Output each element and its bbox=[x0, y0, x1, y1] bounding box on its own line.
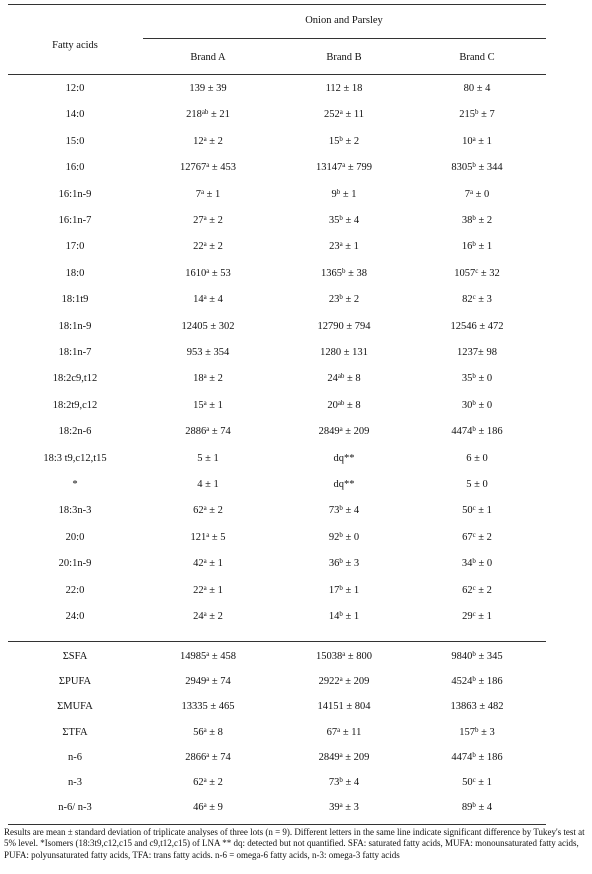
table-cell: $12767^a \pm 453$ bbox=[179, 161, 237, 173]
summary-cell: $2849^a \pm 209$ bbox=[318, 751, 370, 763]
table-cell: 139 ± 39 bbox=[189, 83, 227, 94]
table-cell: $15^b \pm 2$ bbox=[328, 135, 360, 147]
row-label: 16:1n-9 bbox=[58, 189, 92, 200]
table-cell: $20^{ab} \pm 8$ bbox=[327, 399, 361, 411]
table-cell: dq** bbox=[333, 479, 355, 490]
table-cell: $23^a \pm 1$ bbox=[329, 240, 359, 252]
table-cell: $24^a \pm 2$ bbox=[193, 610, 223, 622]
table-cell: 12546 ± 472 bbox=[450, 321, 504, 332]
group-header: Onion and Parsley bbox=[305, 15, 383, 26]
column-header-brand-a: Brand A bbox=[190, 52, 226, 63]
table-cell: $7^a \pm 1$ bbox=[195, 188, 221, 200]
row-label: 18:1t9 bbox=[61, 294, 89, 305]
table-cell: $73^b \pm 4$ bbox=[328, 504, 360, 516]
summary-rule bbox=[8, 641, 546, 642]
summary-cell: 13335 ± 465 bbox=[181, 701, 235, 712]
row-label: 24:0 bbox=[65, 611, 85, 622]
table-cell: $15^a \pm 1$ bbox=[193, 399, 223, 411]
row-label: 18:2t9,c12 bbox=[52, 400, 98, 411]
header-rule bbox=[8, 74, 546, 75]
table-cell: $218^{ab} \pm 21$ bbox=[186, 108, 230, 120]
column-header-brand-c: Brand C bbox=[459, 52, 495, 63]
table-cell: $2886^a \pm 74$ bbox=[185, 425, 231, 437]
summary-cell: $67^a \pm 11$ bbox=[326, 726, 362, 738]
table-cell: 6 ± 0 bbox=[466, 453, 488, 464]
table-cell: $10^a \pm 1$ bbox=[462, 135, 492, 147]
summary-cell: $4474^b \pm 186$ bbox=[451, 751, 503, 763]
table-cell: $42^a \pm 1$ bbox=[193, 557, 223, 569]
table-cell: $27^a \pm 2$ bbox=[193, 214, 223, 226]
group-rule bbox=[143, 38, 546, 39]
table-cell: $2849^a \pm 209$ bbox=[318, 425, 370, 437]
table-cell: $62^a \pm 2$ bbox=[193, 504, 223, 516]
summary-cell: $4524^b \pm 186$ bbox=[451, 675, 503, 687]
table-cell: 5 ± 1 bbox=[197, 453, 219, 464]
table-cell: 80 ± 4 bbox=[463, 83, 491, 94]
summary-row-label: n-6/ n-3 bbox=[58, 802, 92, 813]
table-cell: $23^b \pm 2$ bbox=[328, 293, 360, 305]
summary-cell: $2922^a \pm 209$ bbox=[318, 675, 370, 687]
table-cell: $1057^c \pm 32$ bbox=[454, 267, 500, 279]
table-cell: 953 ± 354 bbox=[186, 347, 230, 358]
table-cell: $29^c \pm 1$ bbox=[462, 610, 492, 622]
table-cell: $12^a \pm 2$ bbox=[193, 135, 223, 147]
row-label: 14:0 bbox=[65, 109, 85, 120]
row-label: 12:0 bbox=[65, 83, 85, 94]
table-cell: $252^a \pm 11$ bbox=[324, 108, 364, 120]
summary-cell: 13863 ± 482 bbox=[450, 701, 504, 712]
summary-cell: $157^b \pm 3$ bbox=[459, 726, 495, 738]
row-label: * bbox=[72, 479, 78, 490]
table-cell: $82^c \pm 3$ bbox=[462, 293, 492, 305]
top-rule bbox=[8, 4, 546, 5]
table-cell: $50^c \pm 1$ bbox=[462, 504, 492, 516]
table-cell: $14^a \pm 4$ bbox=[193, 293, 223, 305]
table-cell: $121^a \pm 5$ bbox=[190, 531, 226, 543]
table-cell: $1365^b \pm 38$ bbox=[320, 267, 368, 279]
table-cell: $22^a \pm 1$ bbox=[193, 584, 223, 596]
table-cell: $215^b \pm 7$ bbox=[459, 108, 495, 120]
row-header: Fatty acids bbox=[52, 40, 98, 51]
summary-row-label: ΣTFA bbox=[62, 727, 88, 738]
table-cell: $17^b \pm 1$ bbox=[328, 584, 360, 596]
table-cell: $14^b \pm 1$ bbox=[328, 610, 360, 622]
row-label: 20:0 bbox=[65, 532, 85, 543]
summary-cell: $14985^a \pm 458$ bbox=[179, 650, 237, 662]
table-cell: 1237± 98 bbox=[457, 347, 497, 358]
table-footnote: Results are mean ± standard deviation of triplicate analyses of three lots (n = 9). Different letters in the same line indicate significant difference by Tukey's test at 5% level. *Isomers (18:3t9,c12,c15 and c9,t12,c15) of LNA ** dq: detected but not quantified. SFA: saturated fatty acids, MUFA: monounsaturated fatty acids, PUFA: polyunsaturated fatty acids, TFA: trans fatty acids. n-6 = omega-6 fatty acids, n-3: omega-3 fatty acids bbox=[4, 827, 585, 860]
row-label: 16:0 bbox=[65, 162, 85, 173]
row-label: 18:1n-7 bbox=[58, 347, 92, 358]
table-cell: $34^b \pm 0$ bbox=[461, 557, 493, 569]
summary-cell: $62^a \pm 2$ bbox=[193, 776, 223, 788]
row-label: 18:2c9,t12 bbox=[52, 373, 98, 384]
summary-row-label: ΣSFA bbox=[62, 651, 88, 662]
summary-row-label: n-6 bbox=[68, 752, 82, 763]
summary-cell: $56^a \pm 8$ bbox=[193, 726, 223, 738]
row-label: 20:1n-9 bbox=[58, 558, 92, 569]
column-header-brand-b: Brand B bbox=[326, 52, 362, 63]
table-cell: dq** bbox=[333, 453, 355, 464]
table-cell: $36^b \pm 3$ bbox=[328, 557, 360, 569]
row-label: 18:3 t9,c12,t15 bbox=[43, 453, 107, 464]
table-cell: 5 ± 0 bbox=[466, 479, 488, 490]
table-cell: $62^c \pm 2$ bbox=[462, 584, 492, 596]
table-cell: $7^a \pm 0$ bbox=[464, 188, 490, 200]
row-label: 18:1n-9 bbox=[58, 321, 92, 332]
summary-cell: $46^a \pm 9$ bbox=[193, 801, 223, 813]
row-label: 17:0 bbox=[65, 241, 85, 252]
summary-cell: $89^b \pm 4$ bbox=[461, 801, 493, 813]
table-cell: $35^b \pm 0$ bbox=[461, 372, 493, 384]
table-cell: $22^a \pm 2$ bbox=[193, 240, 223, 252]
table-cell: $1610^a \pm 53$ bbox=[185, 267, 231, 279]
summary-cell: $73^b \pm 4$ bbox=[328, 776, 360, 788]
summary-cell: $39^a \pm 3$ bbox=[329, 801, 359, 813]
bottom-rule bbox=[8, 824, 546, 825]
table-cell: 12405 ± 302 bbox=[181, 321, 235, 332]
table-cell: $18^a \pm 2$ bbox=[193, 372, 223, 384]
summary-cell: $9840^b \pm 345$ bbox=[451, 650, 503, 662]
summary-row-label: ΣMUFA bbox=[57, 701, 93, 712]
summary-cell: 14151 ± 804 bbox=[317, 701, 371, 712]
table-cell: $24^{ab} \pm 8$ bbox=[327, 372, 361, 384]
table-cell: $38^b \pm 2$ bbox=[461, 214, 493, 226]
summary-row-label: ΣPUFA bbox=[58, 676, 92, 687]
table-cell: $92^b \pm 0$ bbox=[328, 531, 360, 543]
summary-cell: $15038^a \pm 800$ bbox=[315, 650, 373, 662]
row-label: 18:2n-6 bbox=[58, 426, 92, 437]
table-cell: $67^c \pm 2$ bbox=[462, 531, 492, 543]
table-cell: $8305^b \pm 344$ bbox=[451, 161, 503, 173]
table-cell: $4474^b \pm 186$ bbox=[451, 425, 503, 437]
table-cell: $13147^a \pm 799$ bbox=[315, 161, 373, 173]
table-cell: $16^b \pm 1$ bbox=[461, 240, 493, 252]
table-cell: $30^b \pm 0$ bbox=[461, 399, 493, 411]
row-label: 22:0 bbox=[65, 585, 85, 596]
table-cell: 4 ± 1 bbox=[197, 479, 219, 490]
table-cell: 1280 ± 131 bbox=[320, 347, 368, 358]
table-cell: 12790 ± 794 bbox=[317, 321, 371, 332]
table-cell: $35^b \pm 4$ bbox=[328, 214, 360, 226]
row-label: 15:0 bbox=[65, 136, 85, 147]
row-label: 16:1n-7 bbox=[58, 215, 92, 226]
table-cell: 112 ± 18 bbox=[325, 83, 363, 94]
summary-cell: $2949^a \pm 74$ bbox=[185, 675, 231, 687]
row-label: 18:0 bbox=[65, 268, 85, 279]
summary-cell: $2866^a \pm 74$ bbox=[185, 751, 231, 763]
summary-cell: $50^c \pm 1$ bbox=[462, 776, 492, 788]
summary-row-label: n-3 bbox=[68, 777, 82, 788]
row-label: 18:3n-3 bbox=[58, 505, 92, 516]
table-cell: $9^b \pm 1$ bbox=[331, 188, 357, 200]
